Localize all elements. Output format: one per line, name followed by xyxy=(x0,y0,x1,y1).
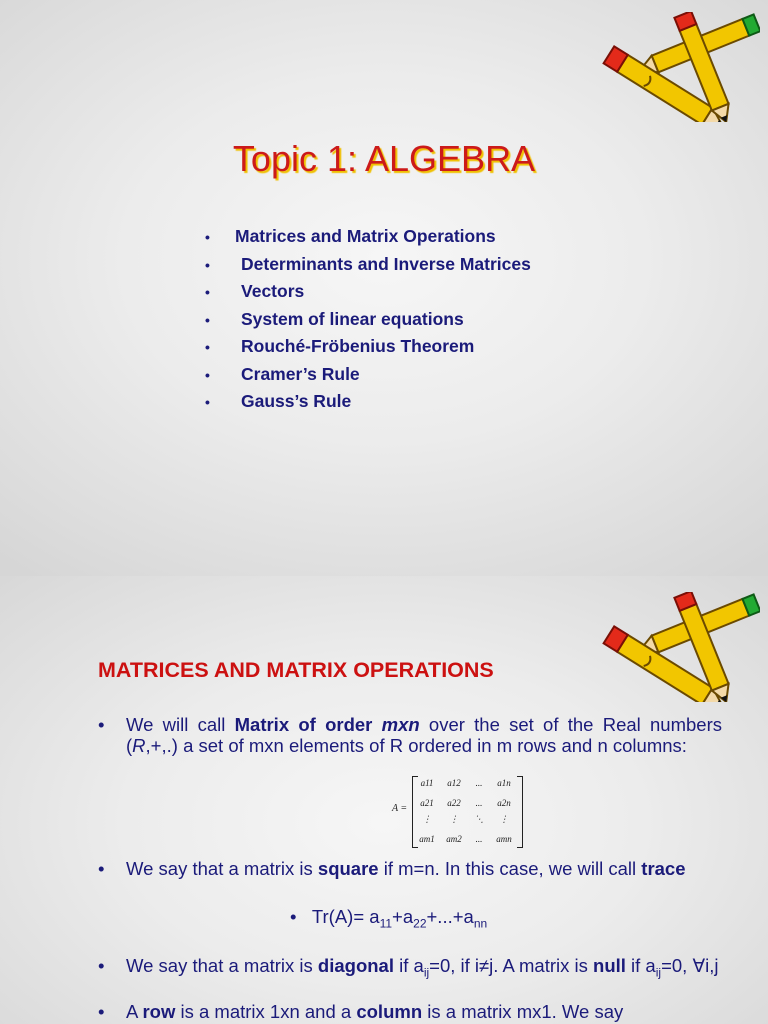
right-bracket xyxy=(517,776,523,848)
matrix-definition-paragraph: • We will call Matrix of order mxn over the set of the Real numbers (R,+,.) a set of mxn elements of R ordered in m rows and n columns: xyxy=(98,714,722,756)
matrix-cell: ... xyxy=(475,798,483,808)
matrix-cell: ... xyxy=(475,834,483,844)
square-matrix-paragraph: • We say that a matrix is square if m=n. In this case, we will call trace xyxy=(98,858,686,879)
matrix-cell: ⋱ xyxy=(474,814,484,824)
list-item: • Matrices and Matrix Operations xyxy=(205,226,496,246)
matrix-cell: a2n xyxy=(497,798,511,808)
matrix-cell: ⋮ xyxy=(449,814,459,824)
list-item: • Vectors xyxy=(205,281,305,301)
matrix-cell: ⋮ xyxy=(422,814,432,824)
list-item: • Cramer’s Rule xyxy=(205,363,360,384)
matrix-cell: ⋮ xyxy=(499,814,509,824)
topic-list xyxy=(205,226,531,419)
list-item: • System of linear equations xyxy=(205,308,464,329)
pencils-icon xyxy=(600,12,760,122)
matrix-formula: A = a11 a12 ... a1n a21 a22 ... a2n ⋮ ⋮ ⋱ ⋮ am1 am2 ... amn xyxy=(392,774,528,850)
matrix-cell: amn xyxy=(496,834,512,844)
matrix-cell: ... xyxy=(475,778,483,788)
matrix-cell: a1n xyxy=(497,778,511,788)
diagonal-matrix-paragraph: • We say that a matrix is diagonal if $a_{ij}=0$, if i≠j. A matrix is null if $a_{ij}=0$, ∀i,j xyxy=(98,955,719,980)
matrix-cell: am2 xyxy=(446,834,462,844)
matrix-cell: a22 xyxy=(447,798,461,808)
matrix-cell: a11 xyxy=(420,778,434,788)
list-item: • Rouché-Fröbenius Theorem xyxy=(205,336,475,356)
trace-formula: • $Tr(A)= a_{11}+a_{22}+...+a_{nn}$ xyxy=(290,906,488,931)
slide-title: Topic 1: ALGEBRA xyxy=(232,138,536,179)
slide-2 xyxy=(0,576,768,1024)
matrix-cell: a12 xyxy=(447,778,461,788)
pencils-icon xyxy=(600,592,760,702)
matrix-cell: am1 xyxy=(419,834,435,844)
row-column-paragraph: • A row is a matrix 1xn and a column is a matrix mx1. We say xyxy=(98,1001,624,1022)
matrix-cell: a21 xyxy=(420,798,434,808)
section-title: MATRICES AND MATRIX OPERATIONS xyxy=(98,658,494,682)
list-item: • Gauss’s Rule xyxy=(205,391,352,411)
list-item: • Determinants and Inverse Matrices xyxy=(205,253,531,274)
